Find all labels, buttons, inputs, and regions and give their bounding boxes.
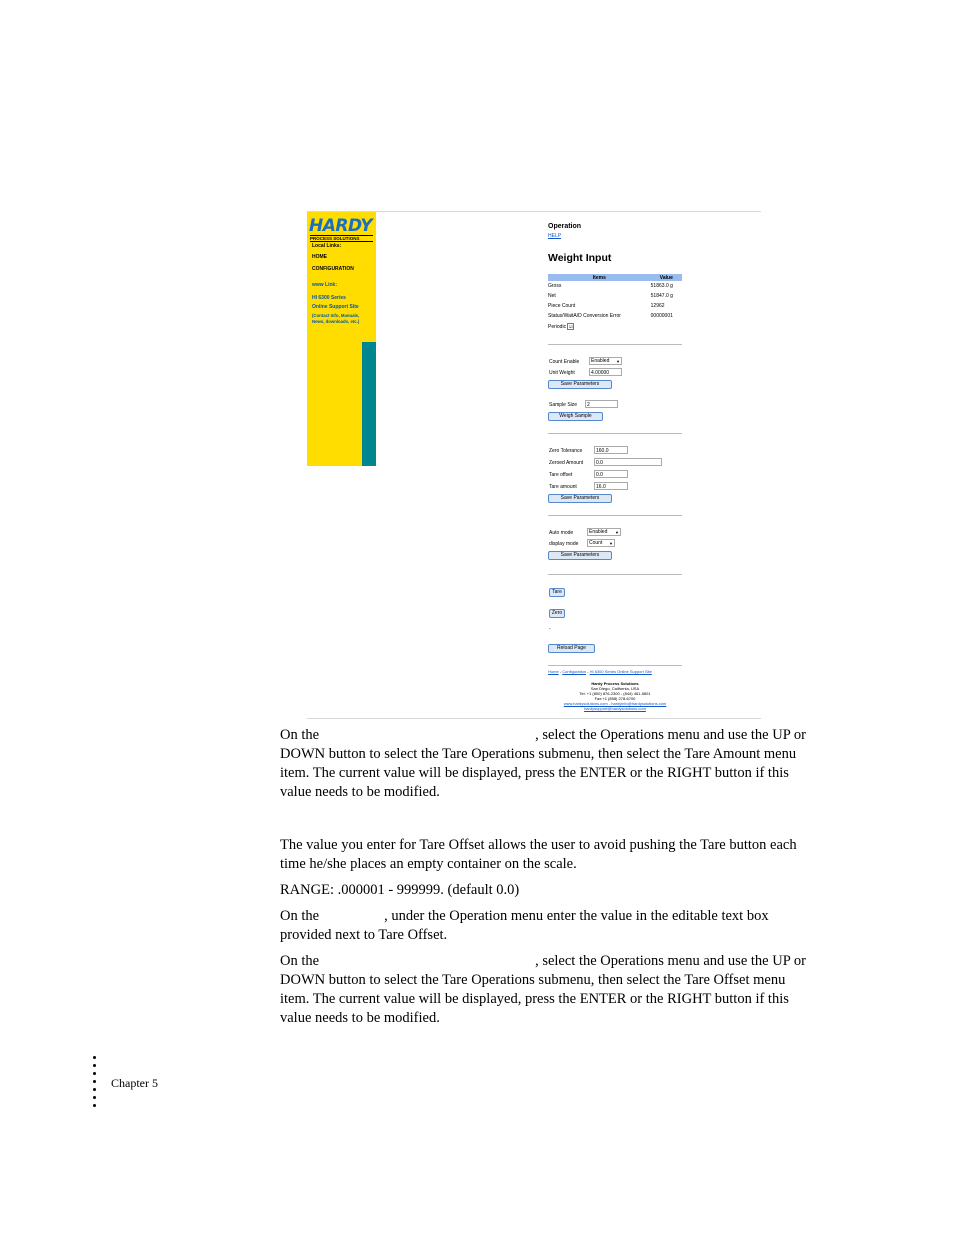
www-link-label: www Link:	[312, 282, 337, 288]
save-parameters-button[interactable]: Save Parameters	[548, 494, 612, 503]
hardy-logo: HARDY	[309, 216, 373, 236]
sidebar	[307, 212, 376, 466]
support-link-line2[interactable]: Online Support Site	[312, 304, 359, 310]
footer-fax: Fax:+1 (858) 278-6700	[594, 696, 636, 701]
text-fragment: , select the Operations menu and use the UP or	[535, 953, 806, 969]
text-line: provided next to Tare Offset.	[280, 927, 448, 943]
periodic-checkbox[interactable]: ☑	[569, 324, 573, 329]
chevron-down-icon: ▼	[609, 541, 613, 546]
tare-button[interactable]: Tare	[549, 588, 565, 597]
tare-amount-label: Tare amount	[549, 484, 577, 490]
sidebar-accent-bar	[362, 342, 376, 466]
footer-address: San Diego, California, USA	[590, 686, 640, 691]
zero-button[interactable]: Zero	[549, 609, 565, 618]
footer-separator: -	[586, 669, 590, 674]
paragraph-tare-offset-web	[280, 907, 815, 945]
row-label: Piece Count	[548, 303, 576, 309]
row-label: Status/WaitA/D Conversion Error	[548, 313, 621, 319]
footer-company: Hardy Process Solutions	[591, 681, 639, 686]
count-enable-select[interactable]	[589, 357, 622, 365]
status-dash: -	[549, 626, 551, 632]
operation-title: Operation	[548, 223, 582, 230]
count-enable-value: Enabled	[591, 358, 610, 364]
footer-email-link[interactable]: www.hardysolutions.com - hardyinfo@hardysolutions.com	[563, 701, 667, 706]
text-fragment: On the	[280, 908, 320, 924]
auto-mode-label: Auto mode	[549, 530, 574, 536]
footer-link-configuration[interactable]: Configuration	[562, 669, 587, 674]
text-line: item. The current value will be displayed, press the ENTER or the RIGHT button if this	[280, 991, 789, 1007]
sidebar-link-home[interactable]: HOME	[312, 254, 327, 260]
table-header-items: Items	[548, 274, 651, 281]
reload-page-button[interactable]: Reload Page	[548, 644, 595, 653]
tare-offset-input[interactable]: 0.0	[594, 470, 628, 478]
text-fragment: On the	[280, 727, 320, 743]
zeroed-amount-label: Zeroed Amount	[549, 460, 584, 466]
divider	[548, 515, 682, 516]
table-row	[548, 321, 682, 332]
tare-amount-input[interactable]: 16.0	[594, 482, 628, 490]
zeroed-amount-input[interactable]: 0.0	[594, 458, 662, 466]
text-line: time he/she places an empty container on the scale.	[280, 856, 577, 872]
sample-size-label: Sample Size	[549, 402, 578, 408]
text-line: The value you enter for Tare Offset allows the user to avoid pushing the Tare button each	[280, 837, 797, 853]
save-parameters-button[interactable]: Save Parameters	[548, 551, 612, 560]
web-page-screenshot	[307, 211, 761, 719]
display-mode-label: display mode	[549, 541, 579, 547]
text-line: item. The current value will be displayed, press the ENTER or the RIGHT button if this	[280, 765, 789, 781]
footer-tel: Tel: +1 (800) 876-2300 - (844) 461-5601	[579, 691, 651, 696]
footer-link-home[interactable]: Home	[548, 669, 559, 674]
divider	[548, 433, 682, 434]
chevron-down-icon: ▼	[616, 359, 620, 364]
page-title: Weight Input	[548, 252, 612, 264]
row-label: Gross	[548, 283, 562, 289]
table-row	[548, 301, 682, 311]
support-note-line2: News, downloads, etc.)	[312, 319, 360, 324]
footer-separator: -	[558, 669, 563, 674]
text-fragment: On the	[280, 953, 320, 969]
paragraph-tare-amount-front-panel	[280, 726, 815, 802]
row-value: 51863.0 g	[650, 283, 673, 289]
logo-subtitle: PROCESS SOLUTIONS	[310, 235, 373, 242]
display-mode-select[interactable]	[587, 539, 615, 547]
chevron-down-icon: ▼	[615, 530, 619, 535]
count-enable-label: Count Enable	[549, 359, 580, 365]
support-link-line1[interactable]: HI 6300 Series	[312, 295, 346, 301]
paragraph-tare-offset-front-panel	[280, 952, 815, 1028]
table-row	[548, 311, 682, 321]
unit-weight-input[interactable]: 4.00000	[589, 368, 622, 376]
row-value: 00000001	[650, 313, 673, 319]
periodic-label: Periodic	[548, 323, 567, 330]
text-line: value needs to be modified.	[280, 1010, 440, 1026]
footer-support-email-link[interactable]: hardysupport@hardysolutions.com	[584, 706, 646, 711]
sample-size-input[interactable]: 2	[585, 400, 618, 408]
divider	[548, 665, 682, 666]
divider	[548, 344, 682, 345]
footer-link-support[interactable]: HI 6300 Series Online Support Site	[589, 669, 652, 674]
auto-mode-value: Enabled	[589, 529, 608, 535]
paragraph-range: RANGE: .000001 - 999999. (default 0.0)	[280, 882, 520, 898]
table-header-value: Value	[651, 274, 682, 281]
help-link[interactable]: HELP	[548, 233, 562, 239]
text-fragment: , under the Operation menu enter the value in the editable text box	[384, 908, 769, 924]
text-line: DOWN button to select the Tare Operations submenu, then select the Tare Amount menu	[280, 746, 797, 762]
unit-weight-label: Unit Weight	[549, 370, 575, 376]
divider	[548, 574, 682, 575]
text-fragment: , select the Operations menu and use the UP or	[535, 727, 806, 743]
row-value: 12962	[650, 303, 665, 309]
save-parameters-button[interactable]: Save Parameters	[548, 380, 612, 389]
row-label: Net	[548, 293, 556, 299]
zero-tolerance-input[interactable]: 160.0	[594, 446, 628, 454]
table-row	[548, 281, 682, 291]
margin-dots	[93, 1056, 97, 1112]
auto-mode-select[interactable]	[587, 528, 621, 536]
tare-offset-label: Tare offset	[549, 472, 573, 478]
page-footer	[548, 669, 682, 711]
text-line: DOWN button to select the Tare Operations submenu, then select the Tare Offset menu	[280, 972, 786, 988]
local-links-label: Local Links:	[312, 243, 342, 249]
chapter-footer: Chapter 5	[111, 1076, 158, 1090]
weight-table	[548, 274, 682, 332]
zero-tolerance-label: Zero Tolerance	[549, 448, 583, 454]
weigh-sample-button[interactable]: Weigh Sample	[548, 412, 603, 421]
display-mode-value: Count	[589, 540, 603, 546]
text-line: value needs to be modified.	[280, 784, 440, 800]
table-row	[548, 291, 682, 301]
support-note-line1: (Contact Info, Manuals,	[312, 313, 360, 318]
sidebar-link-configuration[interactable]: CONFIGURATION	[312, 266, 354, 272]
row-value: 51847.0 g	[650, 293, 673, 299]
paragraph-tare-offset-description	[280, 836, 815, 874]
